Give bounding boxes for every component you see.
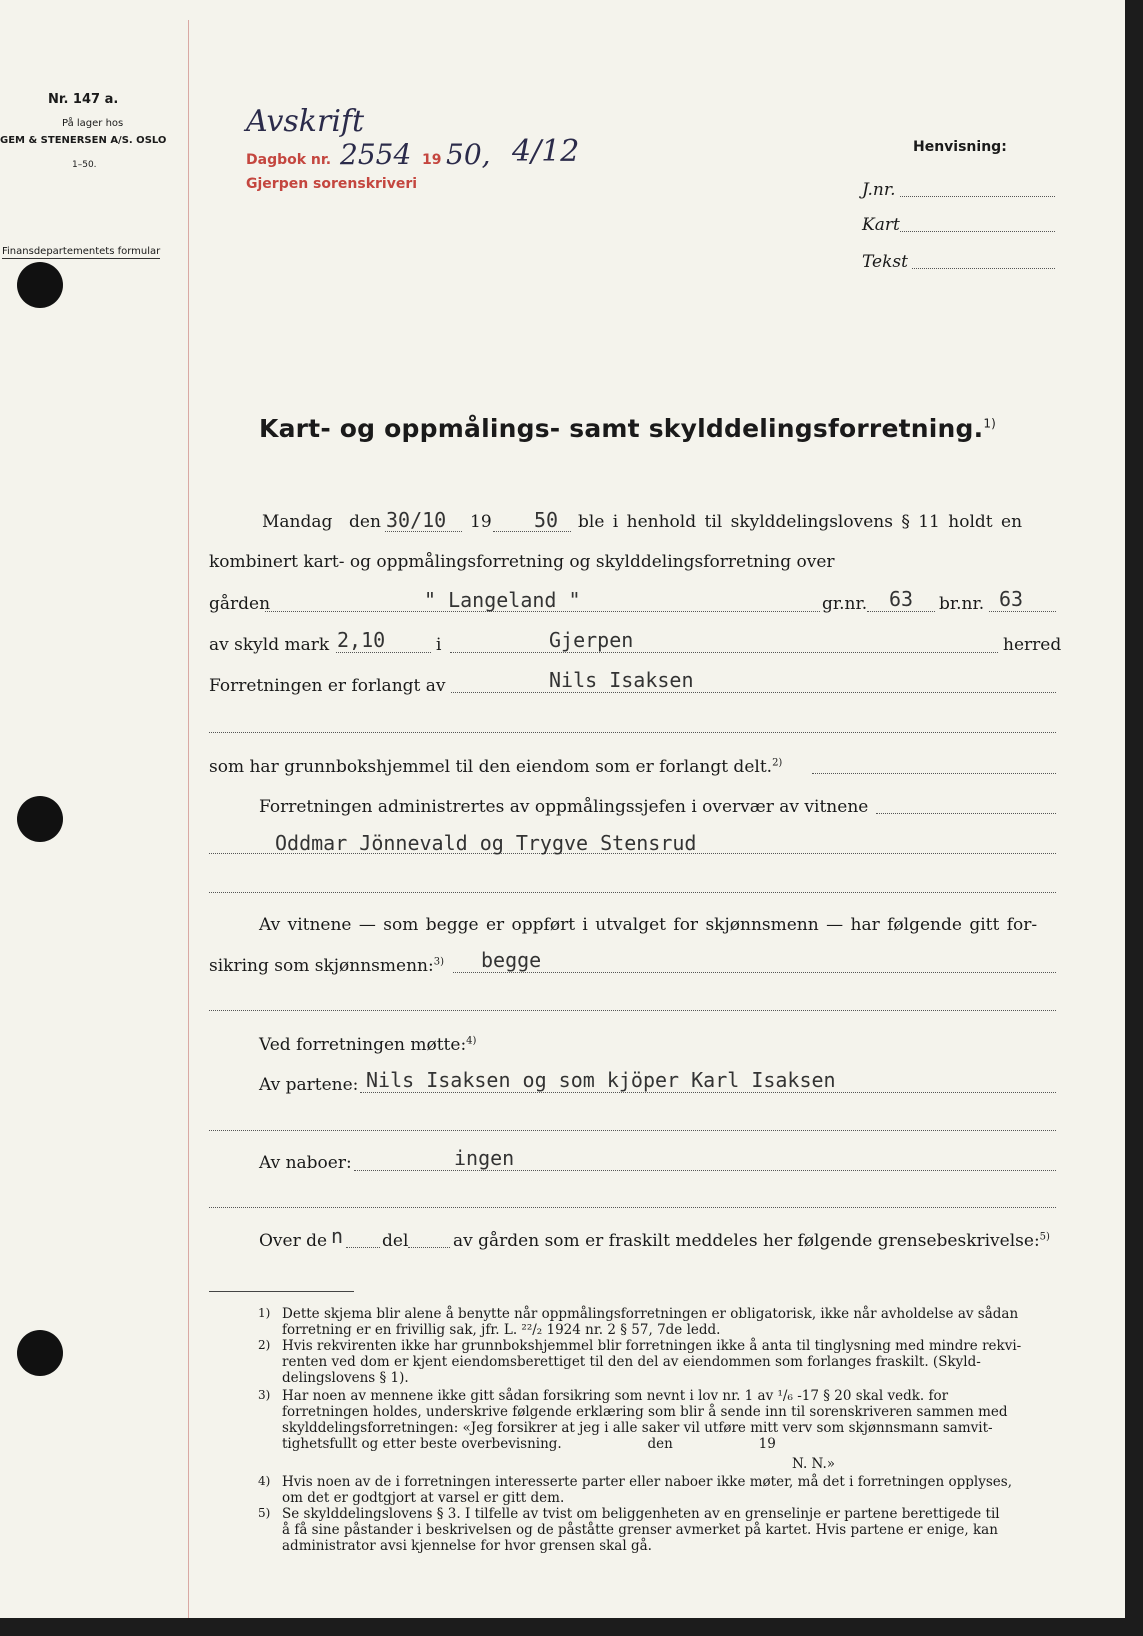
footnote-line: Hvis noen av de i forretningen interesserte parter eller naboer ikke møter, må det i forretningen opplyses, bbox=[282, 1474, 1012, 1490]
punch-hole bbox=[17, 262, 63, 308]
grnr-label: gr.nr. bbox=[822, 594, 868, 614]
naboer-value: ingen bbox=[454, 1146, 515, 1170]
motte-text: Ved forretningen møtte: bbox=[259, 1035, 467, 1055]
formular-label: Finansdepartementets formular bbox=[2, 246, 161, 257]
footnote-line: administrator avsi kjennelse for hvor grensen skal gå. bbox=[282, 1538, 652, 1554]
garden-name: " Langeland " bbox=[424, 588, 581, 612]
line7-text: Forretningen administrertes av oppmålingssjefen i overvær av vitnene bbox=[259, 797, 869, 817]
line2-text: kombinert kart- og oppmålingsforretning og skylddelingsforretning over bbox=[209, 552, 835, 572]
naboer-label: Av naboer: bbox=[259, 1153, 352, 1173]
line6-dots bbox=[812, 773, 1056, 774]
year-value: 50 bbox=[534, 508, 559, 532]
punch-hole bbox=[17, 796, 63, 842]
supplier-name: GEM & STENERSEN A/S. OSLO bbox=[0, 135, 167, 146]
i-label: i bbox=[436, 635, 442, 655]
line6-body: som har grunnbokshjemmel til den eiendom som er forlangt delt. bbox=[209, 757, 773, 777]
line6-text bbox=[209, 757, 782, 777]
stamp-year: 50, bbox=[446, 138, 491, 171]
brnr-line bbox=[989, 611, 1056, 612]
brnr-label: br.nr. bbox=[939, 594, 985, 614]
blank-line bbox=[209, 1207, 1056, 1208]
skyld-label: av skyld mark bbox=[209, 635, 330, 655]
punch-hole bbox=[17, 1330, 63, 1376]
den-label: den bbox=[349, 512, 381, 532]
line9-text: Av vitnene — som begge er oppført i utvalget for skjønnsmenn — har følgende gitt for- bbox=[259, 915, 1038, 935]
herred-line bbox=[450, 652, 998, 653]
footnote-line: renten ved dom er kjent eiendomsberettiget til den del av eiendommen som forlanges fraskilt. (Skyld- bbox=[282, 1354, 981, 1370]
forlangt-line bbox=[451, 692, 1056, 693]
forsikring-line bbox=[453, 972, 1056, 973]
dagbok-number: 2554 bbox=[340, 138, 412, 171]
year-line bbox=[493, 531, 571, 532]
footnote-line: tighetsfullt og etter beste overbevisning. den 19 bbox=[282, 1436, 776, 1452]
line6-footnote-mark: 2) bbox=[772, 757, 783, 769]
partene-line bbox=[360, 1092, 1056, 1093]
blank-line bbox=[209, 1010, 1056, 1011]
footnote-line: skylddelingsforretningen: «Jeg forsikrer at jeg i alle saker vil utføre mitt verv som skjønnsmann samvit- bbox=[282, 1420, 993, 1436]
del-line bbox=[408, 1247, 450, 1248]
form-number: Nr. 147 a. bbox=[48, 92, 119, 107]
grnr-line bbox=[867, 611, 935, 612]
date-value: 30/10 bbox=[386, 508, 447, 532]
form-edition: 1–50. bbox=[72, 160, 97, 170]
century-label: 19 bbox=[470, 512, 492, 532]
stamp-date: 4/12 bbox=[512, 134, 580, 169]
grnr-value: 63 bbox=[889, 587, 914, 611]
footnote-1 bbox=[282, 1306, 1018, 1338]
footnote-line: forretning er en frivillig sak, jfr. L. ²²/₂ 1924 nr. 2 § 57, 7de ledd. bbox=[282, 1322, 721, 1338]
del-label: del bbox=[382, 1231, 409, 1251]
line14-body: av gården som er fraskilt meddeles her følgende grensebeskrivelse: bbox=[453, 1231, 1040, 1251]
footnote-mark: 2) bbox=[258, 1338, 271, 1352]
footnote-line: om det er godtgjort at varsel er gitt dem. bbox=[282, 1490, 565, 1506]
forsikring-note: 3) bbox=[433, 956, 444, 968]
forsikring-label bbox=[209, 956, 444, 976]
skyld-value: 2,10 bbox=[337, 628, 386, 652]
footnote-line: Dette skjema blir alene å benytte når oppmålingsforretningen er obligatorisk, ikke når avholdelse av sådan bbox=[282, 1306, 1019, 1322]
naboer-line bbox=[354, 1170, 1056, 1171]
footnote-line: forretningen holdes, underskrive følgende erklæring som blir å sende inn til sorenskriveren sammen med bbox=[282, 1404, 1008, 1420]
tekst-label: Tekst bbox=[862, 252, 908, 272]
motte-label bbox=[259, 1035, 476, 1055]
footnote-mark: 4) bbox=[258, 1474, 271, 1488]
blank-line bbox=[209, 1130, 1056, 1131]
tekst-line bbox=[912, 268, 1055, 269]
over-value: n bbox=[331, 1224, 344, 1248]
footnote-signature: N. N.» bbox=[792, 1456, 836, 1472]
blank-line bbox=[209, 892, 1056, 893]
brnr-value: 63 bbox=[999, 587, 1024, 611]
footnote-line: Hvis rekvirenten ikke har grunnbokshjemmel blir forretningen ikke å anta til tinglysning med mindre rekvi- bbox=[282, 1338, 1022, 1354]
line7-dots bbox=[876, 813, 1056, 814]
kart-line bbox=[900, 231, 1055, 232]
henvisning-title: Henvisning: bbox=[913, 139, 1007, 155]
footnote-2 bbox=[282, 1338, 1021, 1386]
garden-label: gården bbox=[209, 594, 271, 614]
over-line bbox=[346, 1247, 380, 1248]
over-label: Over de bbox=[259, 1231, 328, 1251]
footnote-3 bbox=[282, 1388, 1008, 1452]
footnote-mark: 5) bbox=[258, 1506, 271, 1520]
footnote-mark: 3) bbox=[258, 1388, 271, 1402]
herred-label: herred bbox=[1003, 635, 1062, 655]
forlangt-label: Forretningen er forlangt av bbox=[209, 676, 446, 696]
footnote-line: Se skylddelingslovens § 3. I tilfelle av tvist om beliggenheten av en grenselinje er partene berettigede til bbox=[282, 1506, 1000, 1522]
margin-rule bbox=[188, 20, 189, 1618]
footnote-5 bbox=[282, 1506, 1000, 1554]
footnote-separator bbox=[209, 1291, 354, 1292]
jnr-label: J.nr. bbox=[862, 180, 896, 200]
footnote-4 bbox=[282, 1474, 1012, 1506]
line1-text: ble i henhold til skylddelingslovens § 11 holdt en bbox=[578, 512, 1023, 532]
stamp-office: Gjerpen sorenskriveri bbox=[246, 176, 418, 192]
footnote-line: å få sine påstander i beskrivelsen og de påståtte grenser avmerket på kartet. Hvis partene er enige, kan bbox=[282, 1522, 998, 1538]
stamp-year-label: 19 bbox=[422, 152, 442, 168]
skyld-line bbox=[336, 652, 431, 653]
footnote-line: Har noen av mennene ikke gitt sådan forsikring som nevnt i lov nr. 1 av ¹/₆ -17 § 20 skal vedk. for bbox=[282, 1388, 949, 1404]
weekday: Mandag bbox=[262, 512, 333, 532]
stock-label: På lager hos bbox=[62, 118, 124, 129]
title-footnote-mark: 1) bbox=[983, 416, 997, 431]
footnote-line: delingslovens § 1). bbox=[282, 1370, 409, 1386]
handnote-avskrift: Avskrift bbox=[246, 104, 365, 139]
forsikring-text: sikring som skjønnsmenn: bbox=[209, 956, 434, 976]
partene-label: Av partene: bbox=[259, 1075, 359, 1095]
motte-note: 4) bbox=[466, 1035, 477, 1047]
footnote-mark: 1) bbox=[258, 1306, 271, 1320]
line14-note: 5) bbox=[1039, 1231, 1050, 1243]
forsikring-value: begge bbox=[481, 948, 542, 972]
herred-name: Gjerpen bbox=[549, 628, 634, 652]
witnesses-value: Oddmar Jönnevald og Trygve Stensrud bbox=[275, 831, 697, 855]
page-title bbox=[259, 414, 996, 443]
jnr-line bbox=[900, 196, 1055, 197]
forlangt-value: Nils Isaksen bbox=[549, 668, 694, 692]
line14-text bbox=[453, 1231, 1050, 1251]
title-text: Kart- og oppmålings- samt skylddelingsforretning. bbox=[259, 414, 984, 443]
kart-label: Kart bbox=[862, 215, 900, 235]
dagbok-label: Dagbok nr. bbox=[246, 152, 332, 168]
partene-value: Nils Isaksen og som kjöper Karl Isaksen bbox=[366, 1068, 836, 1092]
blank-line bbox=[209, 732, 1056, 733]
